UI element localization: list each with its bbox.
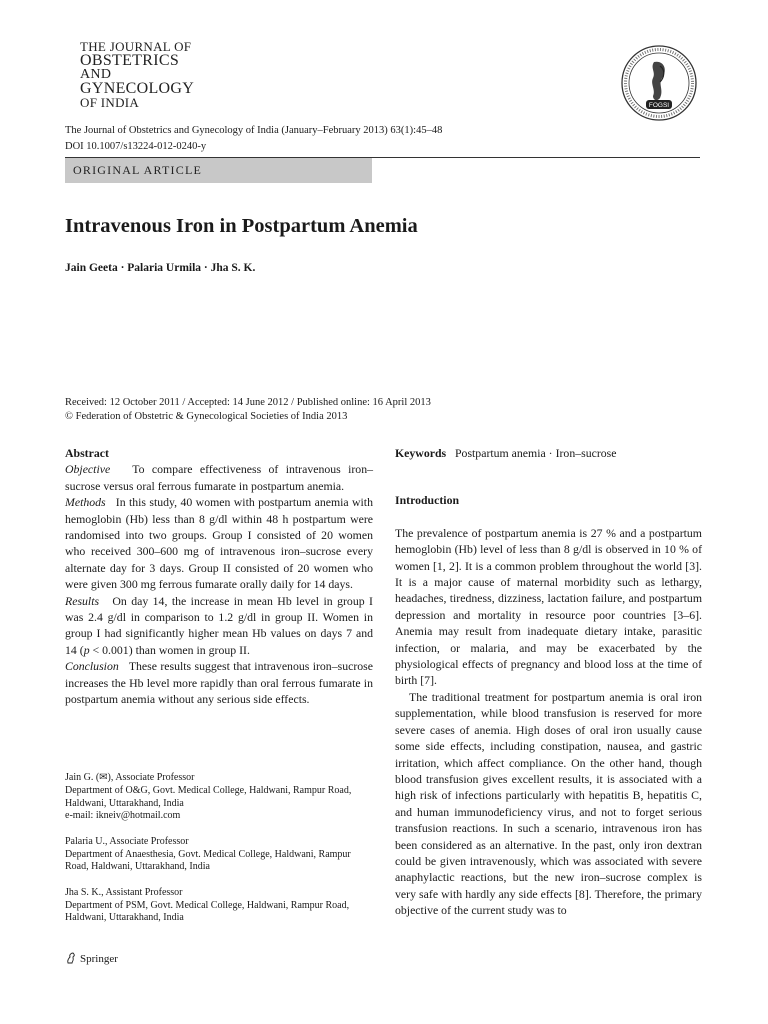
affiliations	[65, 772, 373, 938]
abstract-methods	[65, 494, 373, 592]
introduction-paragraph-1	[395, 525, 702, 689]
affiliation-dept: Department of O&G, Govt. Medical College, Haldwani, Rampur Road, Haldwani, Uttarakhand, India	[65, 784, 352, 809]
affiliation-dept: Department of Anaesthesia, Govt. Medical College, Haldwani, Rampur Road, Haldwani, Uttarakhand, India	[65, 848, 351, 873]
springer-horse-icon	[65, 952, 77, 964]
conclusion-label: Conclusion	[65, 659, 119, 674]
intro-text: ]. It is a major cause of maternal morbidity such as lethargy, headaches, tiredness, dizziness, lactation failure, and postpartum depression and mortality in resource poor countries [	[395, 558, 702, 622]
affiliation-name: Jain G. (✉), Associate Professor	[65, 772, 195, 783]
journal-citation: The Journal of Obstetrics and Gynecology of India (January–February 2013) 63(1):45–48	[65, 125, 443, 136]
citation-link[interactable]: 3	[689, 558, 696, 573]
logo-line: AND	[80, 67, 112, 82]
keywords	[395, 445, 702, 461]
conclusion-text: These results suggest that intravenous iron–sucrose increases the Hb level more rapidly than oral ferrous fumarate in postpartum anemia without any serious side effects.	[65, 659, 373, 707]
citation-link[interactable]: 7	[424, 673, 431, 688]
abstract-section	[65, 445, 373, 708]
methods-text: In this study, 40 women with postpartum anemia with hemoglobin (Hb) less than 8 g/dl within 48 h postpartum were randomised into two groups. Group I consisted of 20 women who received 300–600 mg of intravenous iron–sucrose every alternate day for 3 days. Group II consisted of 20 women who were given 300 mg ferrous fumarate orally daily for 14 days.	[65, 495, 373, 592]
results-text-end: < 0.001) than women in group II.	[89, 642, 250, 657]
introduction-heading: Introduction	[395, 493, 460, 508]
affiliation-email[interactable]: e-mail: ikneiv@hotmail.com	[65, 810, 181, 822]
affiliation-name: Jha S. K., Assistant Professor	[65, 886, 183, 898]
abstract-conclusion	[65, 658, 373, 707]
intro-text: ,	[442, 558, 449, 573]
affiliation-name: Palaria U., Associate Professor	[65, 835, 189, 847]
affiliation-item	[65, 887, 373, 925]
intro-text: The prevalence of postpartum anemia is 27 % and a postpartum hemoglobin (Hb) level of less than 8 g/dl is observed in 10 % of women [	[395, 525, 702, 573]
citation-link[interactable]: 3–6	[677, 607, 696, 622]
spacer	[395, 509, 702, 525]
results-label: Results	[65, 593, 100, 608]
logo-line: GYNECOLOGY	[80, 80, 195, 97]
intro-text: ].	[430, 673, 437, 688]
abstract-heading: Abstract	[65, 446, 109, 460]
logo-line: OF INDIA	[80, 95, 140, 110]
body-column-right	[395, 445, 702, 919]
publisher-name: Springer	[80, 953, 118, 965]
objective-label: Objective	[65, 462, 111, 477]
abstract-objective	[65, 461, 373, 494]
publisher-footer	[65, 952, 118, 965]
keywords-text: Postpartum anemia · Iron–sucrose	[454, 446, 617, 460]
affiliation-dept: Department of PSM, Govt. Medical College, Haldwani, Rampur Road, Haldwani, Uttarakhand, India	[65, 899, 350, 924]
society-seal-icon	[620, 44, 698, 122]
results-p: p	[83, 642, 90, 657]
methods-label: Methods	[65, 495, 106, 510]
logo-line: THE JOURNAL OF	[80, 39, 192, 54]
article-type-banner	[65, 158, 372, 183]
citation-block	[65, 123, 442, 155]
results-text: On day 14, the increase in mean Hb level in group I was 2.4 g/dl in comparison to 1.2 g/dl in group II. Women in group I had significantly higher mean Hb values on days 7 and 14 (	[65, 593, 373, 657]
citation-link[interactable]: 1	[436, 558, 443, 573]
copyright-line: © Federation of Obstetric & Gynecological Societies of India 2013	[65, 411, 348, 422]
affiliation-item	[65, 772, 373, 823]
publication-dates	[65, 396, 431, 424]
introduction-paragraph-2	[395, 689, 702, 919]
intro-text: ]. Anemia may result from inadequate dietary intake, parasitic infection, or malaria, and may be exacerbated by the physiological effects of pregnancy and blood loss at the time of birth [	[395, 607, 702, 688]
intro-text: ]. Therefore, the primary objective of the current study was to	[395, 886, 702, 918]
intro-text: ]. It is a common problem throughout the world [	[454, 558, 690, 573]
seal-label: FOGSI	[648, 102, 670, 109]
doi: DOI 10.1007/s13224-012-0240-y	[65, 141, 207, 152]
spacer	[395, 461, 702, 492]
author-list: Jain Geeta · Palaria Urmila · Jha S. K.	[65, 262, 256, 274]
article-type: ORIGINAL ARTICLE	[73, 163, 203, 177]
affiliation-item	[65, 836, 373, 874]
article-title: Intravenous Iron in Postpartum Anemia	[65, 215, 418, 237]
intro-text: The traditional treatment for postpartum anemia is oral iron supplementation, while blood transfusion is reserved for more severe cases of anemia. High doses of oral iron usually cause some side effects, including constipation, nausea, and gastric irritation, which affect compliance. On the other hand, though blood transfusion gives excellent results, it is associated with a high risk of infections particularly with hepatitis B, hepatitis C, and human immunodeficiency virus, and not to forget serious transfusion reactions. In such a scenario, intravenous iron has been considered as an alternative. In the past, only iron dextran could be given intravenously, which was associated with severe anaphylactic reactions, but the new iron–sucrose complex is very safe with hardly any side effects [	[395, 689, 702, 901]
abstract-results	[65, 593, 373, 659]
keywords-label: Keywords	[395, 446, 447, 460]
dates-line: Received: 12 October 2011 / Accepted: 14 June 2012 / Published online: 16 April 2013	[65, 397, 431, 408]
logo-line: OBSTETRICS	[80, 52, 180, 69]
objective-text: To compare effectiveness of intravenous iron–sucrose versus oral ferrous fumarate in postpartum anemia.	[65, 462, 373, 493]
citation-link[interactable]: 2	[448, 558, 455, 573]
journal-logo	[80, 40, 194, 110]
citation-link[interactable]: 8	[578, 886, 585, 901]
